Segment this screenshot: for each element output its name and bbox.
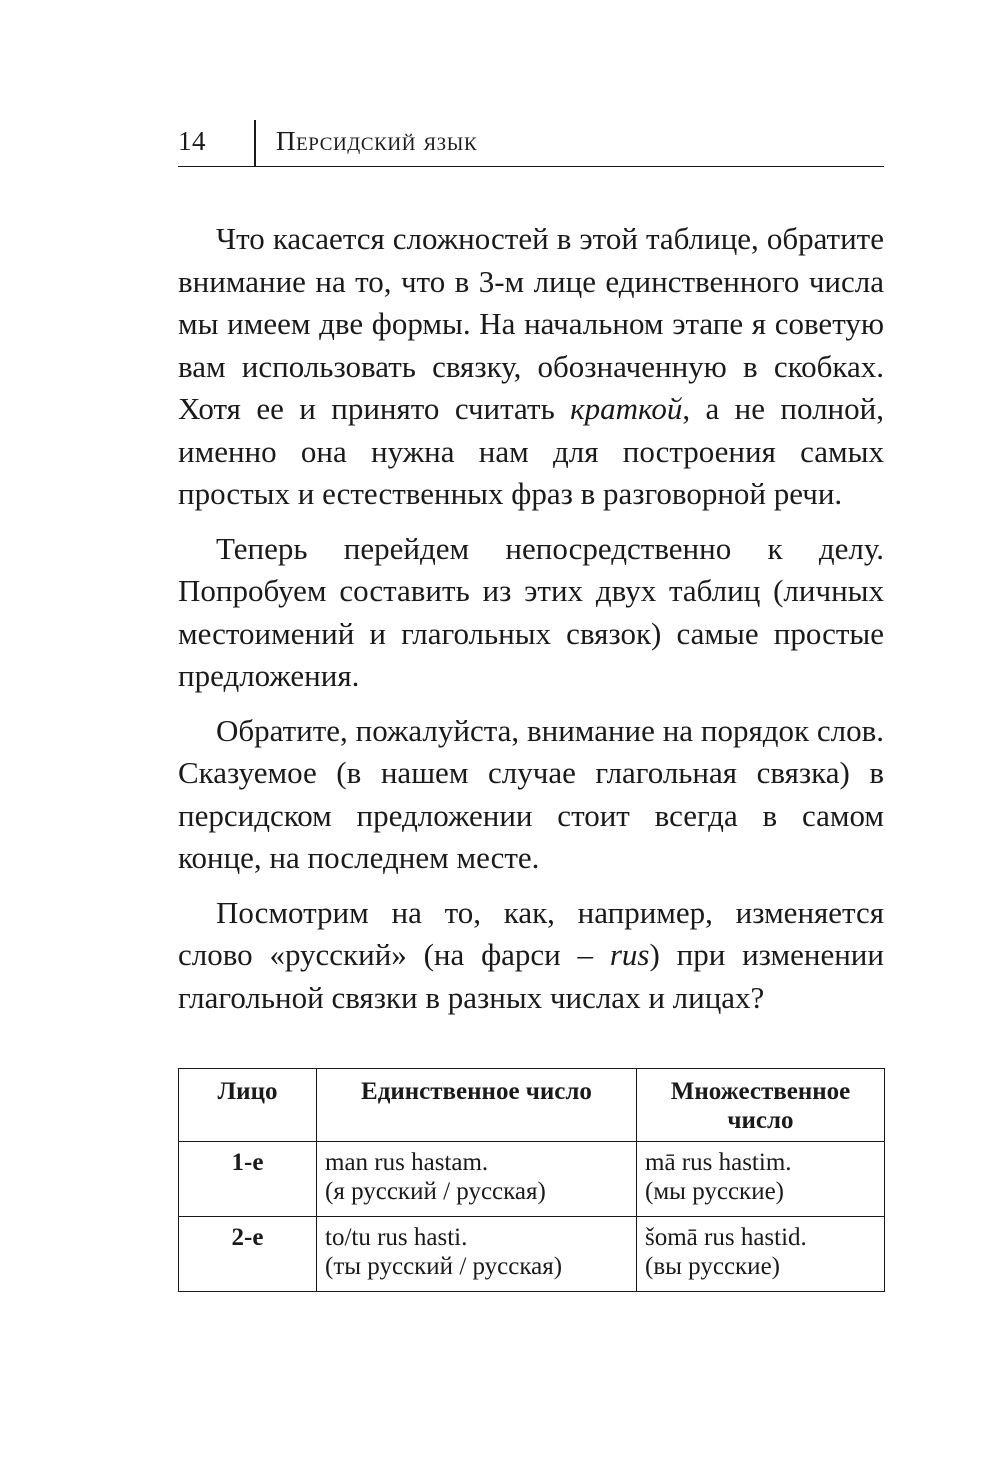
- paragraph-1-emphasis: краткой: [570, 391, 683, 426]
- header-divider: [254, 120, 256, 166]
- paragraph-4-part-2: ) при изменении глагольной связки в разных числах и лицах?: [178, 937, 884, 1015]
- paragraph-2: [178, 528, 884, 698]
- conjugation-table: [178, 1068, 885, 1292]
- header-singular: Единственное число: [317, 1069, 637, 1142]
- singular-translation: (ты русский / русская): [325, 1253, 563, 1280]
- conjugation-table-wrapper: [178, 1068, 884, 1292]
- plural-translation: (мы русские): [645, 1178, 785, 1205]
- row-person: 2-е: [179, 1217, 317, 1292]
- plural-translation: (вы русские): [645, 1253, 780, 1280]
- header-plural: Множественное число: [637, 1069, 885, 1142]
- plural-phrase: mā rus hastim.: [645, 1149, 792, 1176]
- body-text: [178, 218, 884, 1019]
- table-header-row: [179, 1069, 885, 1142]
- running-title: Персидский язык: [276, 126, 478, 156]
- running-header: [178, 120, 884, 167]
- singular-phrase: man rus hastam.: [325, 1149, 489, 1176]
- paragraph-4-emphasis: rus: [609, 937, 650, 972]
- paragraph-1-part-1: Что касается сложностей в этой таблице, обратите внимание на то, что в 3-м лице единственного числа мы имеем две формы. На начальном этапе я советую вам использовать связку, обозначенную в скобках. Хотя ее и принято считать: [178, 221, 884, 426]
- paragraph-3-text: Обратите, пожалуйста, внимание на порядок слов. Сказуемое (в нашем случае глагольная связка) в персидском предложении стоит всегда в самом конце, на последнем месте.: [178, 712, 884, 875]
- paragraph-4-part-1: Посмотрим на то, как, например, изменяется слово «русский» (на фарси –: [178, 894, 884, 972]
- paragraph-3: [178, 710, 884, 880]
- paragraph-2-text: Теперь перейдем непосредственно к делу. Попробуем составить из этих двух таблиц (личных местоимений и глагольных связок) самые простые предложения.: [178, 530, 884, 693]
- table-row: [179, 1217, 885, 1292]
- row-person: 1-е: [179, 1142, 317, 1217]
- paragraph-1-part-2: , а не полной, именно она нужна нам для построения самых простых и естественных фраз в разговорной речи.: [178, 391, 884, 511]
- row-singular: [317, 1142, 637, 1217]
- plural-phrase: šomā rus hastid.: [645, 1224, 807, 1251]
- paragraph-1: [178, 218, 884, 516]
- singular-translation: (я русский / русская): [325, 1178, 546, 1205]
- paragraph-4: [178, 892, 884, 1020]
- row-plural: [637, 1217, 885, 1292]
- row-singular: [317, 1217, 637, 1292]
- row-plural: [637, 1142, 885, 1217]
- page-number: 14: [178, 126, 206, 156]
- singular-phrase: to/tu rus hasti.: [325, 1224, 468, 1251]
- table-row: [179, 1142, 885, 1217]
- header-person: Лицо: [179, 1069, 317, 1142]
